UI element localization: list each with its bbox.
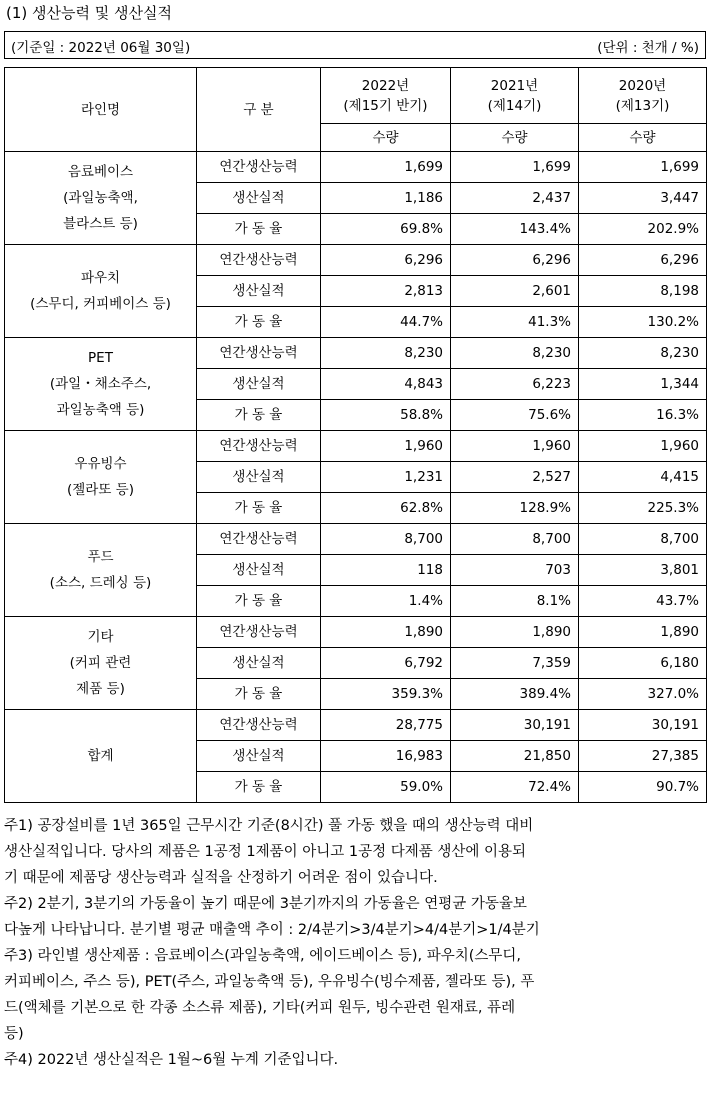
value-cell: 389.4%	[451, 679, 579, 710]
value-cell: 1,699	[321, 152, 451, 183]
line-name-cell	[5, 710, 197, 803]
value-cell: 8,700	[451, 524, 579, 555]
header-year-2022	[321, 68, 451, 124]
header-line-name: 라인명	[5, 68, 197, 152]
value-cell: 4,843	[321, 369, 451, 400]
line-name-text: (과일농축액,	[63, 190, 138, 206]
category-cell: 연간생산능력	[197, 338, 321, 369]
value-cell: 2,813	[321, 276, 451, 307]
header-qty: 수량	[321, 124, 451, 152]
footnote-line: 드(액체를 기본으로 한 각종 소스류 제품), 기타(커피 원두, 빙수관련 원재료, 퓨레	[4, 1000, 516, 1016]
value-cell: 118	[321, 555, 451, 586]
category-cell: 생산실적	[197, 276, 321, 307]
header-qty: 수량	[579, 124, 707, 152]
footnote-line: 주2) 2분기, 3분기의 가동율이 높기 때문에 3분기까지의 가동율은 연평균 가동율보	[4, 896, 527, 912]
value-cell: 62.8%	[321, 493, 451, 524]
line-name-text: 우유빙수	[74, 456, 127, 472]
value-cell: 1,960	[451, 431, 579, 462]
line-name-text: (젤라또 등)	[67, 482, 134, 498]
value-cell: 8,700	[321, 524, 451, 555]
line-name-text: (소스, 드레싱 등)	[49, 575, 152, 591]
value-cell: 1,699	[579, 152, 707, 183]
value-cell: 8,230	[579, 338, 707, 369]
line-name-cell	[5, 152, 197, 245]
value-cell: 7,359	[451, 648, 579, 679]
value-cell: 30,191	[579, 710, 707, 741]
value-cell: 58.8%	[321, 400, 451, 431]
header-qty: 수량	[451, 124, 579, 152]
category-cell: 가 동 율	[197, 772, 321, 803]
value-cell: 1,890	[321, 617, 451, 648]
value-cell: 4,415	[579, 462, 707, 493]
value-cell: 3,447	[579, 183, 707, 214]
header-year: 2022년	[361, 77, 410, 94]
category-cell: 생산실적	[197, 741, 321, 772]
category-cell: 가 동 율	[197, 586, 321, 617]
value-cell: 1.4%	[321, 586, 451, 617]
footnotes	[4, 813, 706, 1073]
value-cell: 6,223	[451, 369, 579, 400]
value-cell: 6,792	[321, 648, 451, 679]
value-cell: 8,230	[321, 338, 451, 369]
value-cell: 128.9%	[451, 493, 579, 524]
footnote-line: 등)	[4, 1026, 24, 1042]
category-cell: 가 동 율	[197, 214, 321, 245]
value-cell: 30,191	[451, 710, 579, 741]
value-cell: 72.4%	[451, 772, 579, 803]
category-cell: 가 동 율	[197, 493, 321, 524]
header-year-2021	[451, 68, 579, 124]
value-cell: 16.3%	[579, 400, 707, 431]
header-year: 2020년	[618, 77, 667, 94]
line-name-cell	[5, 245, 197, 338]
value-cell: 8.1%	[451, 586, 579, 617]
value-cell: 69.8%	[321, 214, 451, 245]
value-cell: 6,296	[451, 245, 579, 276]
value-cell: 1,186	[321, 183, 451, 214]
header-period: (제14기)	[487, 97, 542, 114]
value-cell: 8,700	[579, 524, 707, 555]
value-cell: 2,437	[451, 183, 579, 214]
category-cell: 연간생산능력	[197, 710, 321, 741]
table-header	[5, 68, 707, 152]
line-name-text: (과일・채소주스,	[49, 376, 152, 392]
value-cell: 1,960	[321, 431, 451, 462]
footnote-line: 주4) 2022년 생산실적은 1월~6월 누계 기준입니다.	[4, 1052, 339, 1068]
line-name-cell	[5, 617, 197, 710]
line-name-text: 음료베이스	[67, 164, 134, 180]
line-name-text: (스무디, 커피베이스 등)	[30, 296, 171, 312]
line-name-text: 블라스트 등)	[63, 216, 138, 232]
value-cell: 703	[451, 555, 579, 586]
table-row	[5, 524, 707, 555]
value-cell: 28,775	[321, 710, 451, 741]
table-row	[5, 152, 707, 183]
value-cell: 75.6%	[451, 400, 579, 431]
table-row	[5, 431, 707, 462]
value-cell: 8,198	[579, 276, 707, 307]
category-cell: 연간생산능력	[197, 431, 321, 462]
line-name-text: 과일농축액 등)	[56, 402, 145, 418]
value-cell: 8,230	[451, 338, 579, 369]
category-cell: 생산실적	[197, 183, 321, 214]
value-cell: 90.7%	[579, 772, 707, 803]
category-cell: 생산실적	[197, 648, 321, 679]
section-heading: (1) 생산능력 및 생산실적	[6, 4, 172, 22]
value-cell: 6,296	[579, 245, 707, 276]
category-cell: 가 동 율	[197, 679, 321, 710]
value-cell: 1,699	[451, 152, 579, 183]
line-name-text: 푸드	[87, 549, 114, 565]
value-cell: 327.0%	[579, 679, 707, 710]
value-cell: 1,344	[579, 369, 707, 400]
value-cell: 43.7%	[579, 586, 707, 617]
category-cell: 가 동 율	[197, 307, 321, 338]
category-cell: 연간생산능력	[197, 617, 321, 648]
value-cell: 16,983	[321, 741, 451, 772]
category-cell: 생산실적	[197, 555, 321, 586]
value-cell: 1,231	[321, 462, 451, 493]
category-cell: 생산실적	[197, 462, 321, 493]
footnote-line: 커피베이스, 주스 등), PET(주스, 과일농축액 등), 우유빙수(빙수제품, 젤라또 등), 푸	[4, 974, 535, 990]
table-row	[5, 617, 707, 648]
table-body	[5, 152, 707, 803]
category-cell: 가 동 율	[197, 400, 321, 431]
value-cell: 202.9%	[579, 214, 707, 245]
category-cell: 연간생산능력	[197, 152, 321, 183]
unit-label: (단위 : 천개 / %)	[597, 40, 699, 56]
value-cell: 3,801	[579, 555, 707, 586]
footnote-line: 다높게 나타납니다. 분기별 평균 매출액 추이 : 2/4분기>3/4분기>4/4분기>1/4분기	[4, 922, 540, 938]
table-row	[5, 245, 707, 276]
value-cell: 6,296	[321, 245, 451, 276]
value-cell: 44.7%	[321, 307, 451, 338]
value-cell: 143.4%	[451, 214, 579, 245]
footnote-line: 주1) 공장설비를 1년 365일 근무시간 기준(8시간) 풀 가동 했을 때의 생산능력 대비	[4, 818, 534, 834]
value-cell: 359.3%	[321, 679, 451, 710]
line-name-text: 기타	[87, 629, 114, 645]
footnote-line: 기 때문에 제품당 생산능력과 실적을 산정하기 어려운 점이 있습니다.	[4, 870, 438, 886]
production-table	[4, 67, 707, 803]
header-category: 구 분	[197, 68, 321, 152]
value-cell: 130.2%	[579, 307, 707, 338]
value-cell: 21,850	[451, 741, 579, 772]
category-cell: 연간생산능력	[197, 524, 321, 555]
line-name-text: 합계	[87, 748, 114, 764]
line-name-text: 제품 등)	[76, 681, 125, 697]
footnote-line: 주3) 라인별 생산제품 : 음료베이스(과일농축액, 에이드베이스 등), 파우치(스무디,	[4, 948, 522, 964]
line-name-text: (커피 관련	[69, 655, 132, 671]
value-cell: 41.3%	[451, 307, 579, 338]
value-cell: 1,890	[579, 617, 707, 648]
value-cell: 27,385	[579, 741, 707, 772]
header-year: 2021년	[490, 77, 539, 94]
table-row	[5, 710, 707, 741]
line-name-cell	[5, 338, 197, 431]
header-year-2020	[579, 68, 707, 124]
value-cell: 1,890	[451, 617, 579, 648]
footnote-line: 생산실적입니다. 당사의 제품은 1공정 1제품이 아니고 1공정 다제품 생산에 이용되	[4, 844, 526, 860]
info-box	[4, 31, 706, 59]
value-cell: 2,601	[451, 276, 579, 307]
line-name-cell	[5, 524, 197, 617]
header-period: (제13기)	[615, 97, 670, 114]
value-cell: 225.3%	[579, 493, 707, 524]
value-cell: 59.0%	[321, 772, 451, 803]
value-cell: 1,960	[579, 431, 707, 462]
category-cell: 생산실적	[197, 369, 321, 400]
table-row	[5, 338, 707, 369]
line-name-text: 파우치	[80, 270, 121, 286]
category-cell: 연간생산능력	[197, 245, 321, 276]
value-cell: 6,180	[579, 648, 707, 679]
line-name-text: PET	[88, 350, 113, 366]
header-period: (제15기 반기)	[343, 97, 428, 114]
value-cell: 2,527	[451, 462, 579, 493]
base-date: (기준일 : 2022년 06월 30일)	[11, 40, 191, 56]
line-name-cell	[5, 431, 197, 524]
